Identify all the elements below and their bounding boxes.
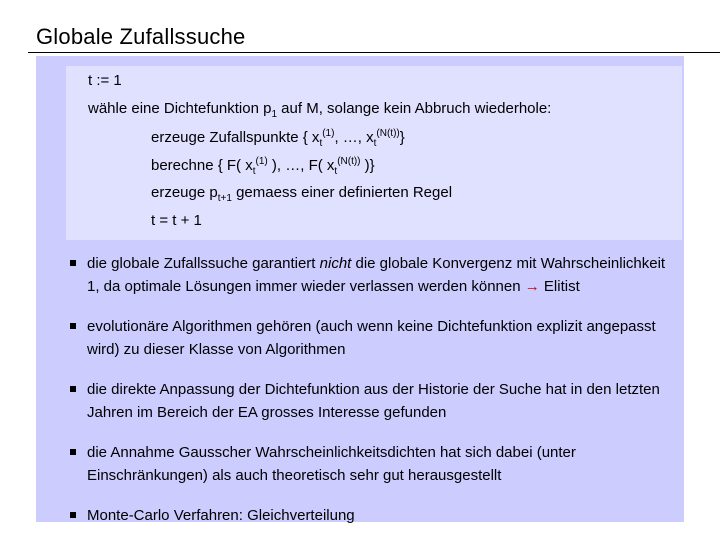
bullet-square-icon (70, 512, 76, 518)
algo-line-increment: t = t + 1 (151, 212, 202, 229)
eval-mid: ), …, F( x (267, 157, 335, 174)
eval-sup2: (N(t)) (337, 156, 361, 167)
algo-line-loop-prefix: wähle eine Dichtefunktion p (88, 100, 272, 117)
gen-prefix: erzeuge Zufallspunkte { x (151, 129, 320, 146)
update-prefix: erzeuge p (151, 184, 218, 201)
gen-sub1: t (319, 138, 323, 149)
update-suffix: gemaess einer definierten Regel (231, 184, 453, 201)
right-arrow-icon: → (524, 278, 540, 295)
eval-sub1: t (252, 166, 256, 177)
eval-prefix: berechne { F( x (151, 157, 253, 174)
gen-sub2: t (373, 138, 377, 149)
bullet-square-icon (70, 386, 76, 392)
bullet-square-icon (70, 260, 76, 266)
eval-sup1: (1) (255, 156, 268, 167)
slide-title: Globale Zufallssuche (36, 24, 246, 49)
bullet1-text2: die globale Konvergenz mit Wahrscheinlichkeit 1, da optimale Lösungen immer wieder verlassen werden können (87, 255, 666, 295)
eval-sub2: t (334, 166, 338, 177)
bullet1-emphasis: nicht (319, 255, 352, 272)
bullet4-text: die Annahme Gausscher Wahrscheinlichkeitsdichten hat sich dabei (unter Einschränkungen) als auch theoretisch sehr gut herausgestellt (87, 444, 576, 484)
bullet-item (70, 252, 670, 298)
algo-line-loop-sub: 1 (271, 109, 278, 120)
bullet2-text: evolutionäre Algorithmen gehören (auch wenn keine Dichtefunktion explizit angepasst wird) zu dieser Klasse von Algorithmen (87, 318, 656, 358)
bullet5-text: Monte-Carlo Verfahren: Gleichverteilung (87, 507, 355, 524)
algo-line-loop-suffix: auf M, solange kein Abbruch wiederhole: (277, 100, 552, 117)
algo-line-update-density (151, 184, 452, 204)
bullet-item (70, 441, 670, 487)
algo-line-loop (88, 100, 551, 120)
bullet-square-icon (70, 449, 76, 455)
bullet-square-icon (70, 323, 76, 329)
gen-sup2: (N(t)) (376, 128, 400, 139)
gen-sup1: (1) (322, 128, 335, 139)
algo-line-init: t := 1 (88, 72, 122, 89)
gen-mid: , …, x (334, 129, 374, 146)
algo-line-generate-points (151, 128, 405, 149)
update-sub: t+1 (217, 193, 232, 204)
algo-line-evaluate (151, 156, 375, 177)
title-divider (28, 52, 720, 53)
bullet-item (70, 504, 670, 527)
eval-suffix: )} (360, 157, 375, 174)
algorithm-box (66, 66, 682, 240)
bullet1-text1: die globale Zufallssuche garantiert (87, 255, 320, 272)
bullet-item (70, 315, 670, 361)
gen-suffix: } (399, 129, 405, 146)
bullet3-text: die direkte Anpassung der Dichtefunktion aus der Historie der Suche hat in den letzten Jahren im Bereich der EA grosses Interesse gefunden (87, 381, 660, 421)
bullet1-text3: Elitist (539, 278, 580, 295)
bullet-item (70, 378, 670, 424)
bullet-list (70, 252, 670, 544)
